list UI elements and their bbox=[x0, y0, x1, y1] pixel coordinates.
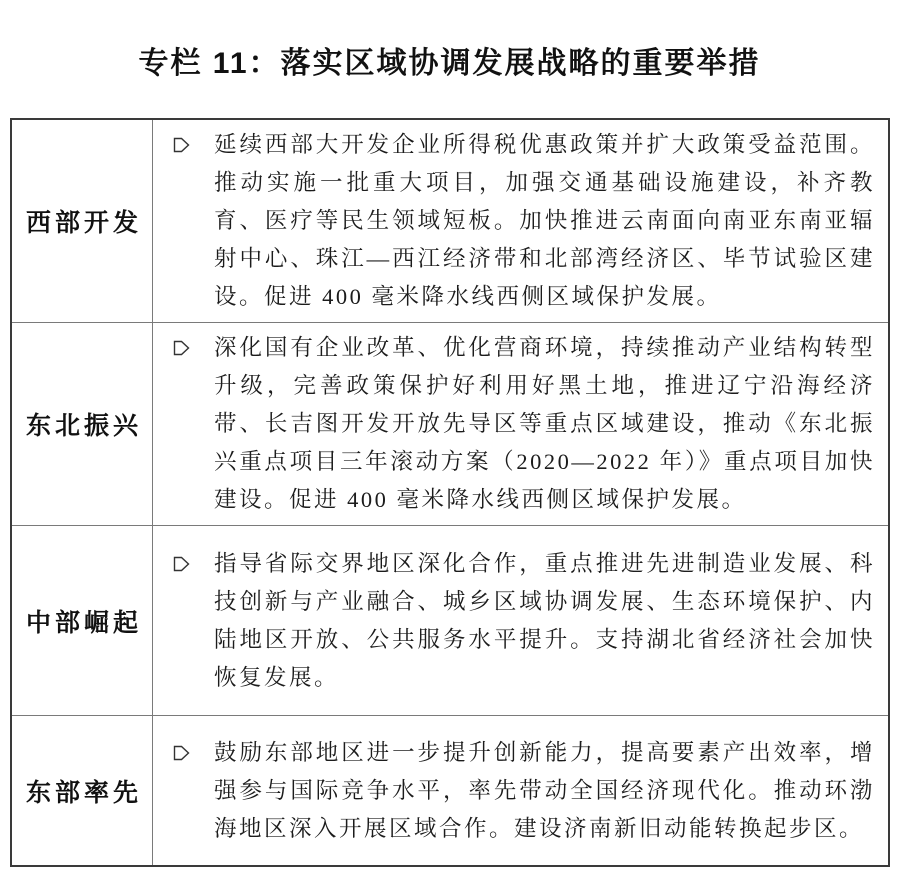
measures-table bbox=[10, 118, 890, 867]
right-arrow-icon bbox=[173, 338, 190, 358]
right-arrow-icon bbox=[173, 554, 190, 574]
region-label-central: 中部崛起 bbox=[12, 526, 153, 715]
table-row bbox=[12, 120, 888, 322]
measures-text: 深化国有企业改革、优化营商环境，持续推动产业结构转型升级，完善政策保护好利用好黑土地，推进辽宁沿海经济带、长吉图开发开放先导区等重点区域建设，推动《东北振兴重点项目三年滚动方案（2020—2022 年）》重点项目加快建设。促进 400 毫米降水线西侧区域保护发展。 bbox=[214, 335, 875, 512]
region-label-east: 东部率先 bbox=[12, 716, 153, 865]
measures-cell bbox=[153, 716, 888, 865]
table-row bbox=[12, 525, 888, 715]
measures-text: 延续西部大开发企业所得税优惠政策并扩大政策受益范围。推动实施一批重大项目，加强交通基础设施建设，补齐教育、医疗等民生领域短板。加快推进云南面向南亚东南亚辐射中心、珠江—西江经济带和北部湾经济区、毕节试验区建设。促进 400 毫米降水线西侧区域保护发展。 bbox=[214, 132, 875, 309]
measures-text: 指导省际交界地区深化合作，重点推进先进制造业发展、科技创新与产业融合、城乡区域协调发展、生态环境保护、内陆地区开放、公共服务水平提升。支持湖北省经济社会加快恢复发展。 bbox=[214, 550, 875, 690]
right-arrow-icon bbox=[173, 135, 190, 155]
region-label-west: 西部开发 bbox=[12, 120, 153, 322]
page-title: 专栏 11：落实区域协调发展战略的重要举措 bbox=[138, 47, 761, 80]
measures-text: 鼓励东部地区进一步提升创新能力，提高要素产出效率，增强参与国际竞争水平，率先带动全国经济现代化。推动环渤海地区深入开展区域合作。建设济南新旧动能转换起步区。 bbox=[214, 739, 875, 841]
measures-cell bbox=[153, 526, 888, 715]
table-row bbox=[12, 322, 888, 525]
table-row bbox=[12, 715, 888, 865]
region-label-northeast: 东北振兴 bbox=[12, 323, 153, 525]
measures-cell bbox=[153, 323, 888, 525]
right-arrow-icon bbox=[173, 743, 190, 763]
measures-cell bbox=[153, 120, 888, 322]
